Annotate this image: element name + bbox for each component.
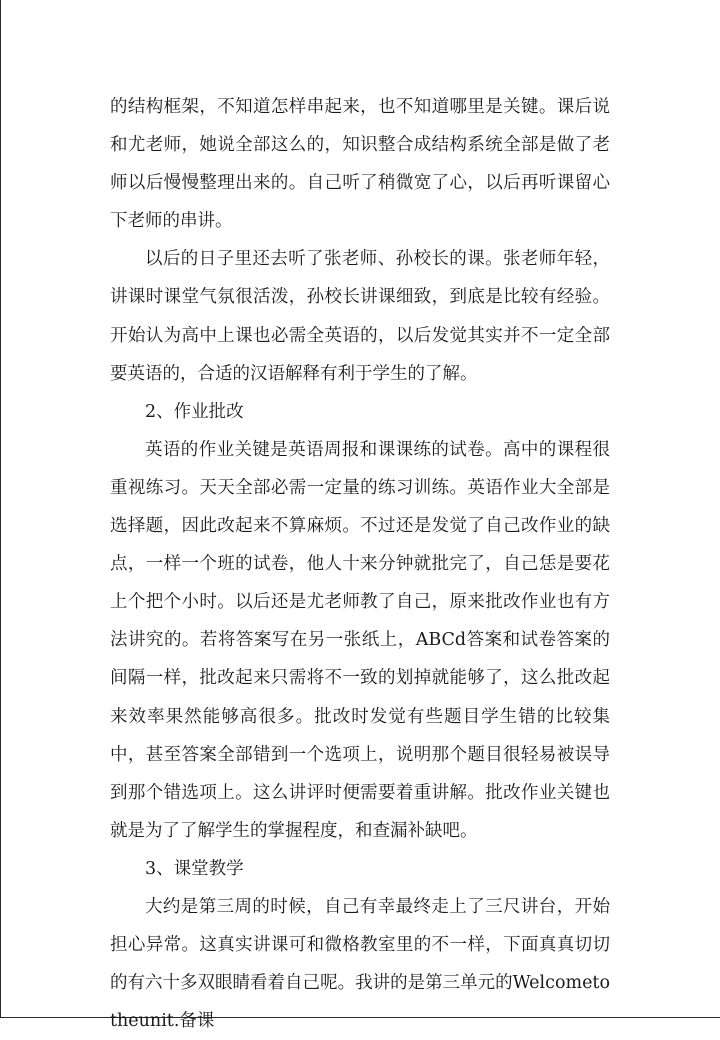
section-heading-classroom-teaching: 3、课堂教学 xyxy=(145,858,244,879)
paragraph-observed-lessons: 以后的日子里还去听了张老师、孙校长的课。张老师年轻，讲课时课堂气氛很活泼，孙校长讲课细致，到底是比较有经验。开始认为高中上课也必需全英语的，以后发觉其实并不一定全部要英语的，合适的汉语解释有利于学生的了解。 xyxy=(110,249,610,384)
paragraph-structure-framework: 的结构框架，不知道怎样串起来，也不知道哪里是关键。课后说和尤老师，她说全部这么的，知识整合成结构系统全部是做了老师以后慢慢整理出来的。自己听了稍微宽了心，以后再听课留心下老师的串讲。 xyxy=(110,97,610,232)
document-body xyxy=(110,88,610,1040)
paragraph-classroom-teaching: 大约是第三周的时候，自己有幸最终走上了三尺讲台，开始担心异常。这真实讲课可和微格教室里的不一样，下面真真切切的有六十多双眼睛看着自己呢。我讲的是第三单元的Welcometotheunit.备课 xyxy=(110,896,610,1032)
page-left-border xyxy=(0,0,1,1018)
section-heading-homework-grading: 2、作业批改 xyxy=(145,401,244,422)
paragraph-homework-grading: 英语的作业关键是英语周报和课课练的试卷。高中的课程很重视练习。天天全部必需一定量的练习训练。英语作业大全部是选择题，因此改起来不算麻烦。不过还是发觉了自己改作业的缺点，一样一个班的试卷，他人十来分钟就批完了，自己恁是要花上个把个小时。以后还是尤老师教了自己，原来批改作业也有方法讲究的。若将答案写在另一张纸上，ABCd答案和试卷答案的间隔一样，批改起来只需将不一致的划掉就能够了，这么批改起来效率果然能够高很多。批改时发觉有些题目学生错的比较集中，甚至答案全部错到一个选项上，说明那个题目很轻易被误导到那个错选项上。这么讲评时便需要着重讲解。批改作业关键也就是为了了解学生的掌握程度，和查漏补缺吧。 xyxy=(110,439,610,841)
